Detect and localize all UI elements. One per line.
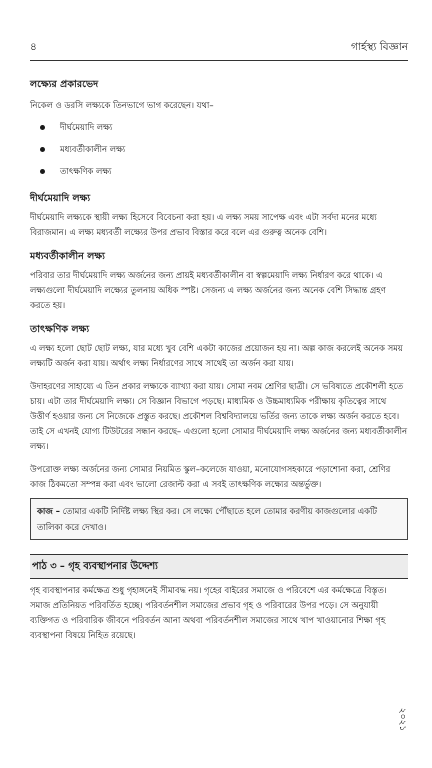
bullet-icon	[40, 147, 45, 152]
list-item-label: মধ্যবর্তীকালীন লক্ষ্য	[60, 144, 126, 154]
list-item	[30, 138, 408, 160]
header-divider	[30, 60, 408, 61]
lesson-heading: পাঠ ৩ – গৃহ ব্যবস্থাপনার উদ্দেশ্য	[30, 554, 408, 579]
page-number: ৪	[30, 41, 37, 53]
page-content	[30, 72, 408, 643]
immediate-paragraph-3: উপরোক্ত লক্ষ্য অর্জনের জন্য সোমার নিয়মিত স্কুল–কলেজে যাওয়া, মনোযোগসহকারে পড়াশোনা করা, শ্রেণির কাজ ঠিকমতো সম্পন্ন করা এবং ভালো রেজাল্ট করা এ সবই তাৎক্ষণিক লক্ষ্যের অন্তর্ভুক্ত।	[30, 464, 391, 489]
goal-types-list	[30, 116, 408, 182]
intro-paragraph: নিকেল ও ডরসি লক্ষ্যকে তিনভাগে ভাগ করেছেন। যথা–	[30, 100, 214, 110]
list-item-label: তাৎক্ষণিক লক্ষ্য	[60, 166, 112, 176]
lesson-paragraph: গৃহ ব্যবস্থাপনার কর্মক্ষেত্র শুধু গৃহাঙ্গনেই সীমাবদ্ধ নয়। গৃহের বাইরের সমাজে ও পরিবেশে এর কর্মক্ষেত্রে বিস্তৃত। সমাজ প্রতিনিয়ত পরিবর্তিত হচ্ছে। পরিবর্তনশীল সমাজের প্রভাব গৃহ ও পরিবারের উপর পড়ে। সে অনুযায়ী ব্যক্তিগত ও পরিবারিক জীবনে পরিবর্তন আনা অথবা পরিবর্তনশীল সমাজের সাথে খাপ খাওয়ানোর শিক্ষা গৃহ ব্যবস্থাপনা বিষয়ে নিহিত রয়েছে।	[30, 585, 387, 640]
intermediate-paragraph: পরিবার তার দীর্ঘমেয়াদি লক্ষ্য অর্জনের জন্য প্রায়ই মধ্যবর্তীকালীন বা স্বল্পমেয়াদি লক্ষ্য নির্ধারণ করে থাকে। এ লক্ষ্যগুলো দীর্ঘমেয়াদি লক্ষ্যের তুলনায় অধিক স্পষ্ট। সেজন্য এ লক্ষ্য অর্জনের জন্য অনেক বেশি সিদ্ধান্ত গ্রহণ করতে হয়।	[30, 270, 386, 310]
task-text: তোমার একটি নির্দিষ্ট লক্ষ্য স্থির কর। সে লক্ষ্যে পৌঁছাতে হলে তোমার করণীয় কাজগুলোর একটি তালিকা করে দেখাও।	[37, 506, 377, 532]
list-item	[30, 160, 408, 182]
immediate-paragraph-1: এ লক্ষ্য হলো ছোট ছোট লক্ষ্য, যার মধ্যে খুব বেশি একটা কাজের প্রয়োজন হয় না। অল্প কাজ করলেই অনেক সময় লক্ষ্যটি অর্জন করা যায়। অর্থাৎ লক্ষ্য নির্ধারণের সাথে সাথেই তা অর্জন করা যায়।	[30, 343, 403, 368]
long-term-paragraph: দীর্ঘমেয়াদি লক্ষ্যকে স্থায়ী লক্ষ্য হিসেবে বিবেচনা করা হয়। এ লক্ষ্য সময় সাপেক্ষ এবং এটা সর্বদা মনের মধ্যে বিরাজমান। এ লক্ষ্য মধ্যবর্তী লক্ষ্যের উপর প্রভাব বিস্তার করে বলে এর গুরুত্ব অনেক বেশি।	[30, 212, 377, 237]
list-item	[30, 116, 408, 138]
section-heading-intermediate: মধ্যবর্তীকালীন লক্ষ্য	[30, 251, 105, 262]
bullet-icon	[40, 169, 45, 174]
section-heading-types: লক্ষ্যের প্রকারভেদ	[30, 79, 99, 90]
task-label: কাজ –	[37, 506, 60, 516]
list-item-label: দীর্ঘমেয়াদি লক্ষ্য	[60, 122, 113, 132]
task-box	[30, 498, 408, 540]
page-header	[30, 40, 408, 58]
section-heading-immediate: তাৎক্ষণিক লক্ষ্য	[30, 324, 90, 335]
book-title: গার্হস্থ্য বিজ্ঞান	[351, 41, 408, 53]
footer-year: ২০২১	[396, 707, 407, 732]
section-heading-long-term: দীর্ঘমেয়াদি লক্ষ্য	[30, 193, 91, 204]
immediate-paragraph-2: উদাহরণের সাহায্যে এ তিন প্রকার লক্ষ্যকে ব্যাখ্যা করা যায়। সোমা নবম শ্রেণির ছাত্রী। সে ভবিষ্যতে প্রকৌশলী হতে চায়। এটা তার দীর্ঘমেয়াদি লক্ষ্য। সে বিজ্ঞান বিভাগে পড়ছে। মাধ্যমিক ও উচ্চমাধ্যমিক পরীক্ষায় কৃতিত্বের সাথে উত্তীর্ণ হওয়ার জন্য সে নিজেকে প্রস্তুত করছে। প্রকৌশল বিশ্ববিদ্যালয়ে ভর্তির জন্য তাকে লক্ষ্য অর্জন করতে হবে। তাই সে এখনই যোগ্য টিউটরের সন্ধান করছে– এগুলো হলো সোমার দীর্ঘমেয়াদি লক্ষ্য অর্জনের জন্য মধ্যবর্তীকালীন লক্ষ্য।	[30, 381, 407, 451]
bullet-icon	[40, 125, 45, 130]
